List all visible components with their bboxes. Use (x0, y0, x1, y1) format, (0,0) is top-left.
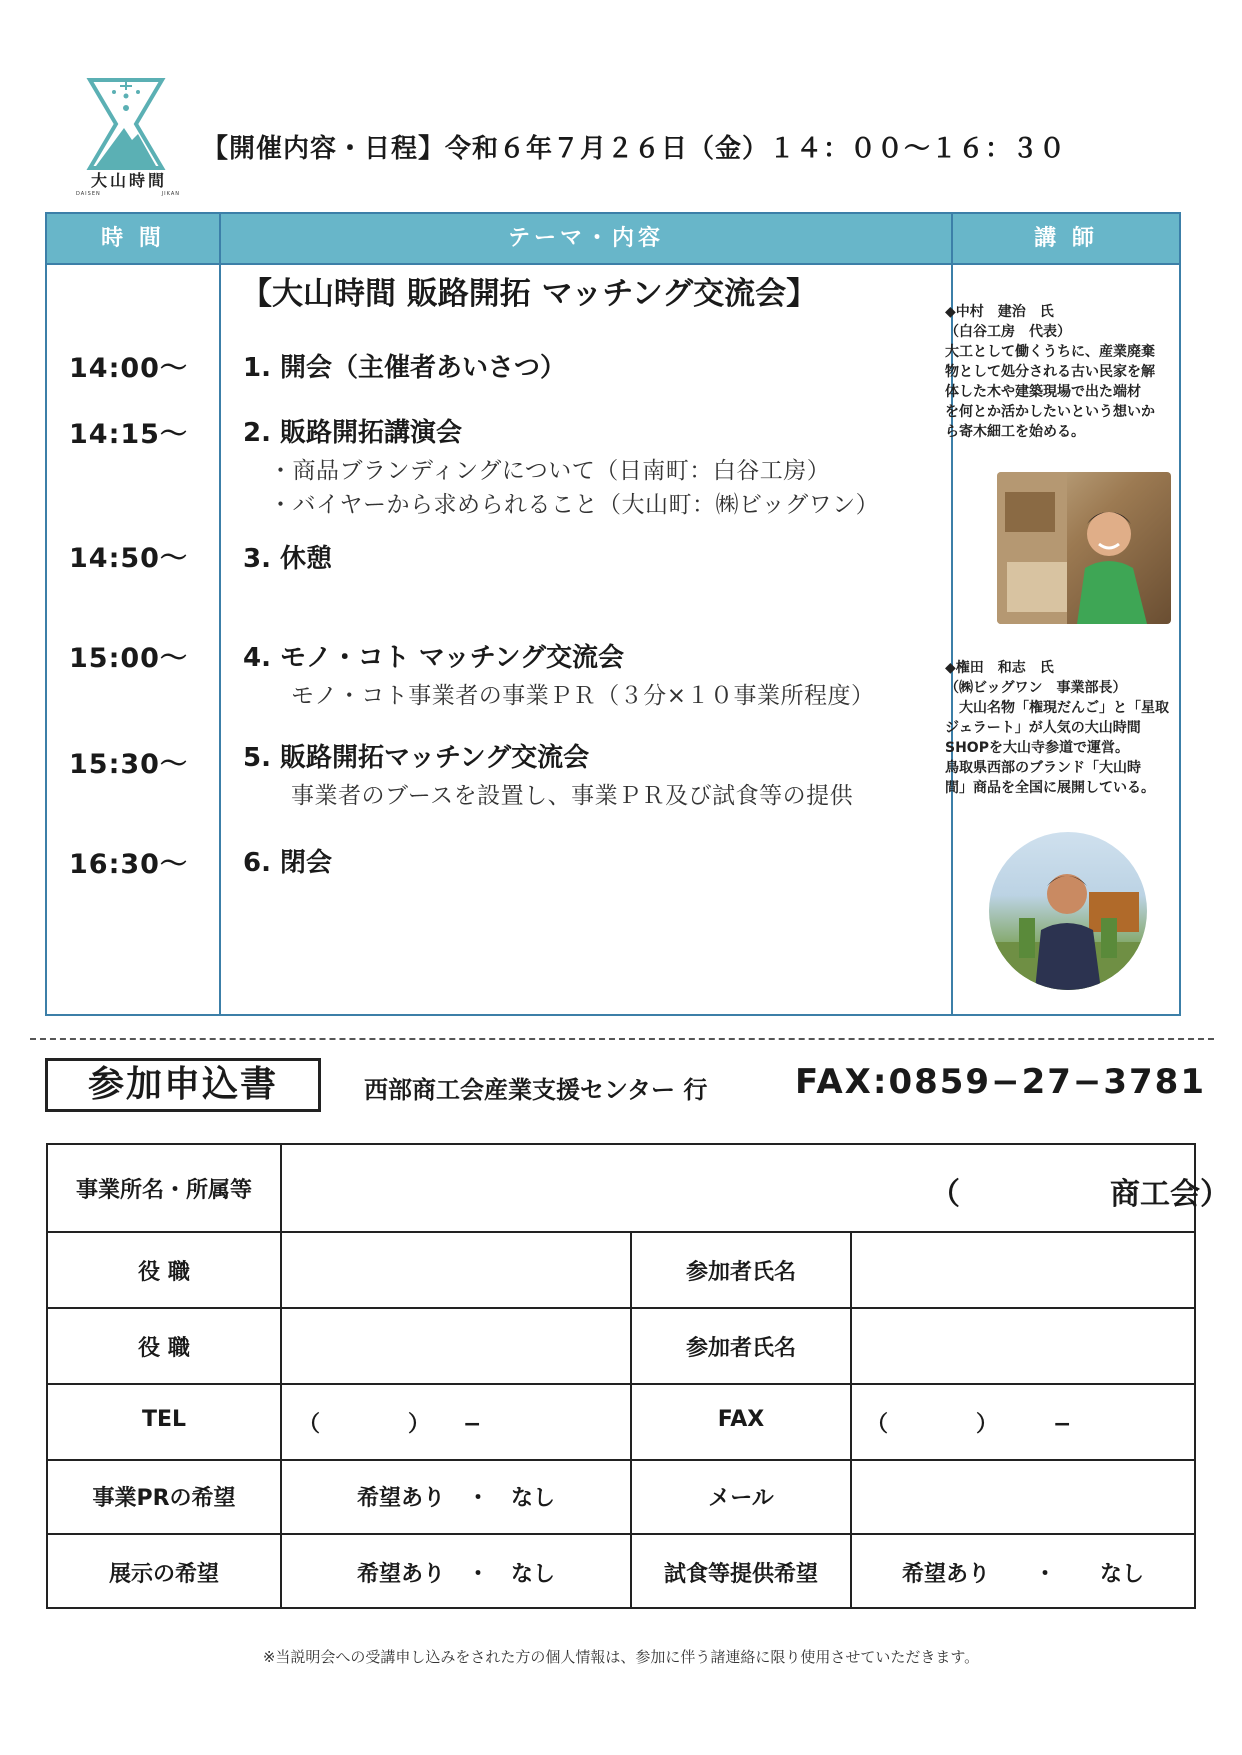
privacy-note: ※当説明会への受講申し込みをされた方の個人情報は、参加に伴う諸連絡に限り使用させていただきます。 (262, 1648, 980, 1666)
position-input[interactable] (282, 1233, 630, 1307)
schedule-table (45, 212, 1181, 1016)
lecturer-line: 体した木や建築現場で出た端材 (945, 384, 1141, 400)
agenda-subitem: モノ・コト事業者の事業ＰＲ（３分×１０事業所程度） (291, 683, 875, 709)
form-destination: 西部商工会産業支援センター 行 (364, 1076, 708, 1104)
mail-input[interactable] (852, 1461, 1194, 1533)
row-divider (48, 1383, 1194, 1385)
lecturer-gonda (945, 658, 1169, 798)
lecturer-line: ◆中村 建治 氏 (945, 304, 1054, 320)
participant-name-label: 参加者氏名 (685, 1260, 796, 1285)
header-time: 時 間 (101, 226, 165, 251)
time-slot: 14:00～ (69, 353, 188, 384)
header-theme: テーマ・内容 (507, 226, 664, 251)
mail-label: メール (708, 1486, 774, 1511)
agenda-item: 2. 販路開拓講演会 (243, 418, 463, 448)
agenda-item: 3. 休憩 (243, 544, 333, 574)
business-paren-open: （ (930, 1177, 960, 1212)
tel-label: TEL (141, 1407, 187, 1432)
lecturer-line: 大山名物「権現だんご」と「星取 (945, 700, 1169, 716)
logo-name: 大山時間 (90, 171, 167, 190)
lecturer-line: 大工として働くうちに、産業廃棄 (945, 344, 1155, 360)
lecturer-line: 鳥取県西部のブランド「大山時 (945, 760, 1141, 776)
tasting-request-choice[interactable]: 希望あり ・ なし (901, 1562, 1144, 1587)
header-lecturer: 講 師 (1034, 226, 1098, 251)
time-slot: 15:30～ (69, 749, 188, 780)
session-title: 【大山時間 販路開拓 マッチング交流会】 (241, 276, 818, 312)
business-input[interactable] (292, 1145, 1230, 1231)
logo-subtitle (76, 191, 180, 197)
tasting-request-label: 試食等提供希望 (663, 1562, 818, 1587)
divider-time (219, 214, 221, 1014)
fax-input[interactable]: （ ） − (866, 1412, 1072, 1437)
business-suffix: 商工会） (1110, 1177, 1230, 1212)
schedule-header (47, 214, 1179, 265)
tel-input[interactable]: （ ） − (298, 1412, 482, 1437)
exhibit-request-label: 展示の希望 (108, 1562, 219, 1587)
form-title: 参加申込書 (45, 1058, 321, 1112)
cut-line (30, 1038, 1214, 1040)
agenda-item: 1. 開会（主催者あいさつ） (243, 353, 567, 383)
logo-sub-right: JIKAN (161, 191, 180, 197)
lecturer-line: （白谷工房 代表） (945, 324, 1071, 340)
participant-name-input[interactable] (852, 1309, 1194, 1383)
form-fax-number: FAX:0859−27−3781 (795, 1062, 1206, 1102)
time-slot: 14:50～ (69, 543, 188, 574)
lecturer-line: 物として処分される古い民家を解 (945, 364, 1155, 380)
agenda-subitem: 事業者のブースを設置し、事業ＰＲ及び試食等の提供 (291, 783, 854, 809)
row-divider (48, 1533, 1194, 1535)
agenda-item: 6. 閉会 (243, 848, 333, 878)
application-form-table (46, 1143, 1230, 1609)
agenda-item: 4. モノ・コト マッチング交流会 (243, 643, 624, 673)
lecturer-photo-gonda (989, 832, 1147, 990)
pr-request-choice[interactable]: 希望あり ・ なし (356, 1486, 555, 1511)
lecturer-line: ◆権田 和志 氏 (945, 660, 1054, 676)
lecturer-line: ら寄木細工を始める。 (945, 424, 1085, 440)
exhibit-request-choice[interactable]: 希望あり ・ なし (356, 1562, 555, 1587)
agenda-subitem: ・商品ブランディングについて（日南町：白谷工房） (269, 458, 831, 484)
agenda-item: 5. 販路開拓マッチング交流会 (243, 743, 590, 773)
lecturer-nakamura (945, 302, 1155, 442)
event-date-heading: 【開催内容・日程】令和６年７月２６日（金）１４：００～１６：３０ (202, 134, 1067, 164)
business-label: 事業所名・所属等 (75, 1178, 252, 1203)
pr-request-label: 事業PRの希望 (92, 1486, 236, 1511)
position-label: 役 職 (138, 1260, 190, 1285)
lecturer-line: 間」商品を全国に展開している。 (945, 780, 1155, 796)
participant-name-input[interactable] (852, 1233, 1194, 1307)
lecturer-photo-nakamura (997, 472, 1171, 624)
hourglass-mountain-icon (76, 74, 176, 174)
lecturer-line: SHOPを大山寺参道で運営。 (945, 740, 1129, 756)
logo-sub-left: DAISEN (76, 191, 101, 197)
lecturer-line: ジェラート」が人気の大山時間 (945, 720, 1141, 736)
agenda-subitem: ・バイヤーから求められること（大山町：㈱ビッグワン） (269, 492, 880, 518)
person-photo-icon (997, 472, 1171, 624)
time-slot: 15:00～ (69, 643, 188, 674)
time-slot: 16:30～ (69, 849, 188, 880)
lecturer-line: を何とか活かしたいという想いか (945, 404, 1155, 420)
participant-name-label: 参加者氏名 (685, 1336, 796, 1361)
fax-label: FAX (717, 1407, 765, 1432)
position-label: 役 職 (138, 1336, 190, 1361)
person-photo-icon (989, 832, 1147, 990)
lecturer-line: （㈱ビッグワン 事業部長） (945, 680, 1127, 696)
position-input[interactable] (282, 1309, 630, 1383)
time-slot: 14:15～ (69, 419, 188, 450)
